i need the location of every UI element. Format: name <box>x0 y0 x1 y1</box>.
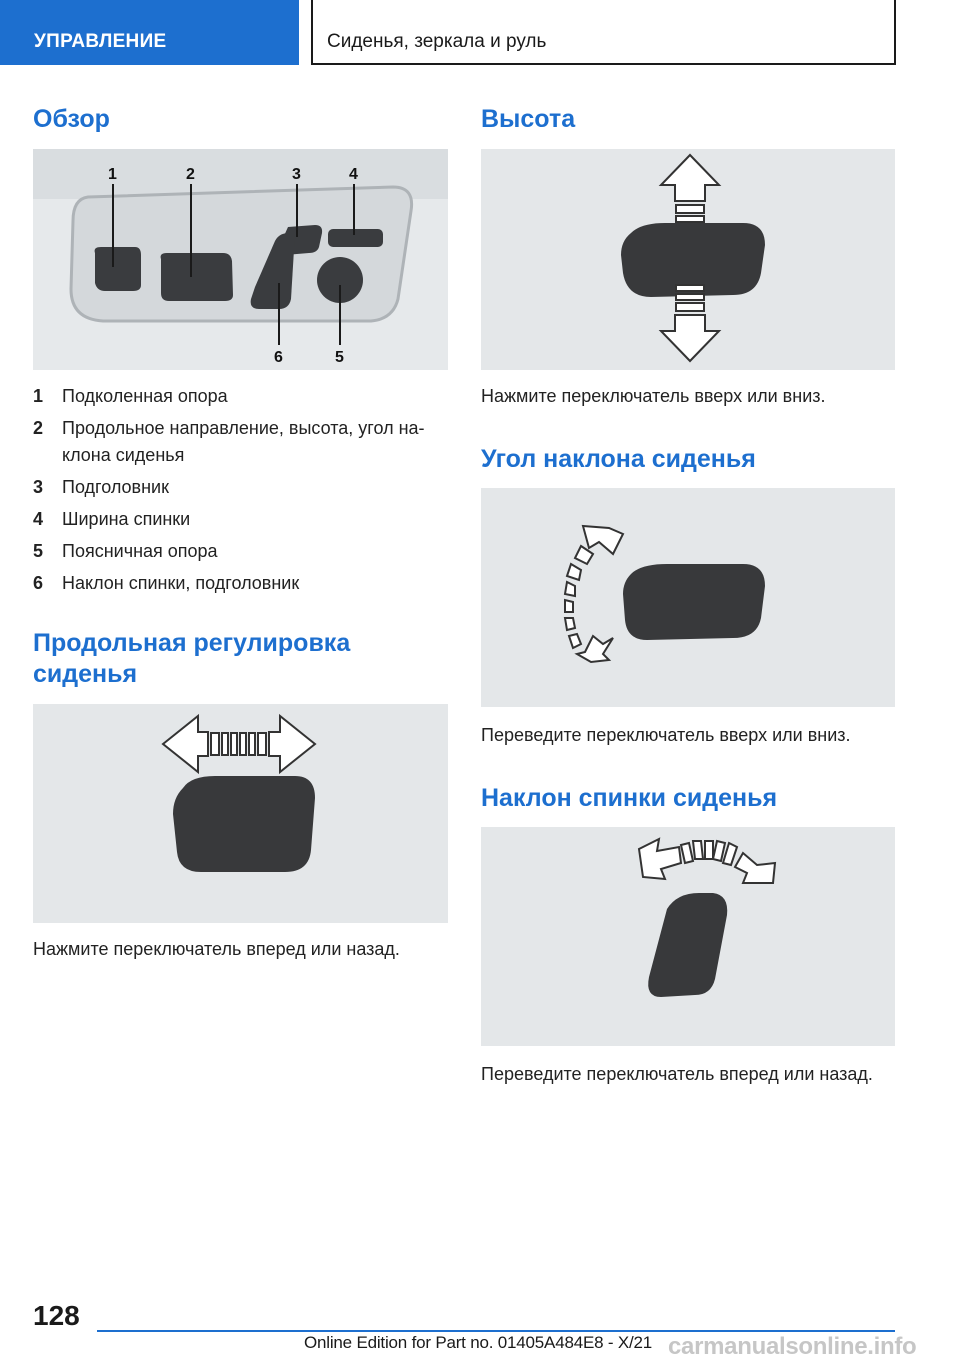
overview-heading: Обзор <box>33 105 110 133</box>
callout-6: 6 <box>274 349 283 366</box>
callout-1: 1 <box>108 166 117 183</box>
legend-item: 4 Ширина спинки <box>33 509 191 529</box>
overview-figure <box>33 149 448 370</box>
backrest-figure <box>481 827 895 1046</box>
longitudinal-caption: Нажмите переключатель вперед или назад. <box>33 939 400 959</box>
longitudinal-figure <box>33 704 448 923</box>
seat-controls-panel-image <box>33 149 448 370</box>
callout-4: 4 <box>349 166 358 183</box>
seat-tilt-switch-image <box>481 488 895 707</box>
legend-item: 3 Подголовник <box>33 477 169 497</box>
footer-edition: Online Edition for Part no. 01405A484E8 - X/21 <box>304 1333 653 1352</box>
callout-2: 2 <box>186 166 195 183</box>
height-heading: Высота <box>481 105 576 133</box>
section-tab: УПРАВЛЕНИЕ <box>0 0 299 65</box>
longitudinal-heading: Продольная регулировка сиденья <box>33 629 351 688</box>
backrest-caption: Переведите переключатель вперед или назад. <box>481 1064 873 1084</box>
callout-5: 5 <box>335 349 344 366</box>
tilt-figure <box>481 488 895 707</box>
forward-backward-switch-image <box>33 704 448 923</box>
height-figure <box>481 149 895 370</box>
watermark-text: carmanualsonline.info <box>668 1333 917 1360</box>
backrest-heading: Наклон спинки сиденья <box>481 784 778 812</box>
tilt-caption: Переведите переключатель вверх или вниз. <box>481 725 851 745</box>
chapter-title: Сиденья, зеркала и руль <box>311 0 896 65</box>
height-caption: Нажмите переключатель вверх или вниз. <box>481 386 826 406</box>
page-number: 128 <box>33 1300 80 1331</box>
overview-legend <box>33 383 448 602</box>
footer-divider <box>97 1330 895 1332</box>
legend-item: 6 Наклон спинки, подголовник <box>33 573 300 593</box>
callout-3: 3 <box>292 166 301 183</box>
legend-item: 1 Подколенная опора <box>33 386 228 406</box>
legend-item: 2 Продольное направление, высота, угол наклона сиденья <box>33 418 425 465</box>
up-down-switch-image <box>481 149 895 370</box>
backrest-tilt-switch-image <box>481 827 895 1046</box>
legend-item: 5 Поясничная опора <box>33 541 218 561</box>
tilt-heading: Угол наклона сиденья <box>481 445 756 473</box>
